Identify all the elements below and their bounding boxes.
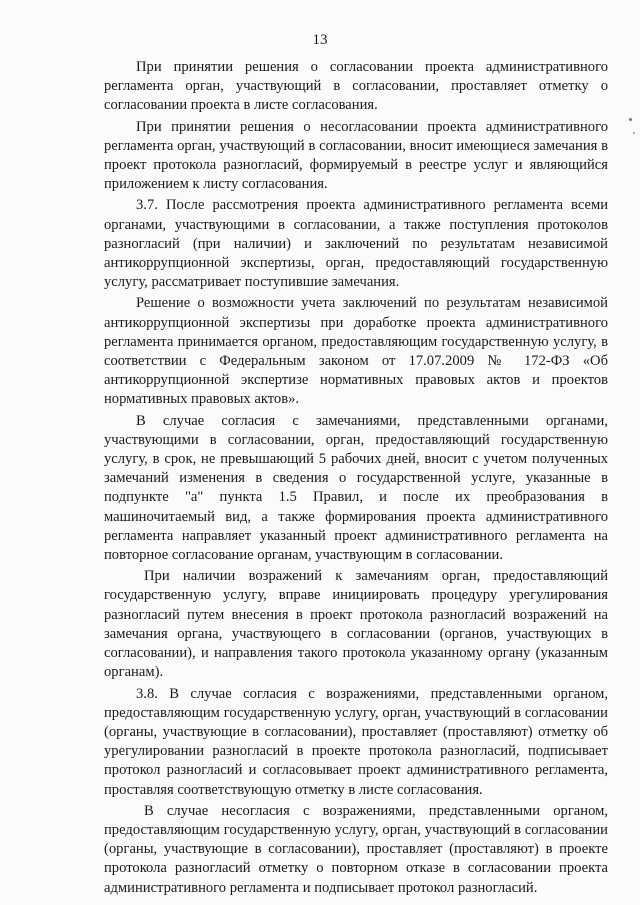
paragraph-3-8: 3.8. В случае согласия с возражениями, представленными органом, предоставляющим государственную услугу, орган, участвующий в согласовании (органы, участвующие в согласовании), проставляет (проставляют) отметку об урегулировании разногласий в проекте протокола разногласий, подписывает протокол разногласий и согласовывает проект административного регламента, проставляя соответствующую отметку в листе согласования. — [104, 685, 608, 798]
paragraph-agreement-with-remarks: В случае согласия с замечаниями, представленными органами, участвующими в согласовании, орган, предоставляющий государственную услугу, в срок, не превышающий 5 рабочих дней, вносит с учетом полученных замечаний изменения в сведения о государственной услуге, указанные в подпункте "а" пункта 1.5 Правил, и после их преобразования в машиночитаемый вид, а также формирования проекта административного регламента направляет указанный проект административного регламента на повторное согласование органам, участвующим в согласовании. — [104, 412, 608, 564]
paragraph-approval-mark: При принятии решения о согласовании проекта административного регламента орган, участвующий в согласовании, проставляет отметку о согласовании проекта в листе согласования. — [104, 59, 608, 114]
paragraph-disapproval-remarks: При принятии решения о несогласовании проекта административного регламента орган, участвующий в согласовании, вносит имеющиеся замечания в проект протокола разногласий, формируемый в реестре услуг и являющийся приложением к листу согласования. — [104, 118, 608, 193]
page-number: 13 — [312, 32, 328, 48]
paragraph-3-7: 3.7. После рассмотрения проекта административного регламента всеми органами, участвующими в согласовании, а также поступления протоколов разногласий (при наличии) и заключений по результатам независимой антикоррупционной экспертизы, орган, предоставляющий государственную услугу, рассматривает поступившие замечания. — [104, 197, 608, 291]
paragraph-disagreement-with-objections: В случае несогласия с возражениями, представленными органом, предоставляющим государственную услугу, орган, участвующий в согласовании (органы, участвующие в согласовании), проставляет (проставляют) в проекте протокола разногласий отметку о повторном отказе в согласовании проекта административного регламента и подписывает протокол разногласий. — [104, 802, 608, 896]
paragraph-objections: При наличии возражений к замечаниям орган, предоставляющий государственную услугу, вправе инициировать процедуру урегулирования разногласий путем внесения в проект протокола разногласий возражений на замечания органа, участвующего в согласовании (органов, участвующих в согласовании), и направления такого протокола указанному органу (указанным органам). — [104, 568, 608, 681]
paragraph-expertise-decision: Решение о возможности учета заключений по результатам независимой антикоррупционной экспертизы при доработке проекта административного регламента принимается органом, предоставляющим государственную услугу, в соответствии с Федеральным законом от 17.07.2009 № 172-ФЗ «Об антикоррупционной экспертизе нормативных правовых актов и проектов нормативных правовых актов». — [104, 295, 608, 408]
document-body — [104, 58, 608, 898]
scan-speck — [629, 118, 632, 121]
scan-speck — [633, 132, 635, 134]
